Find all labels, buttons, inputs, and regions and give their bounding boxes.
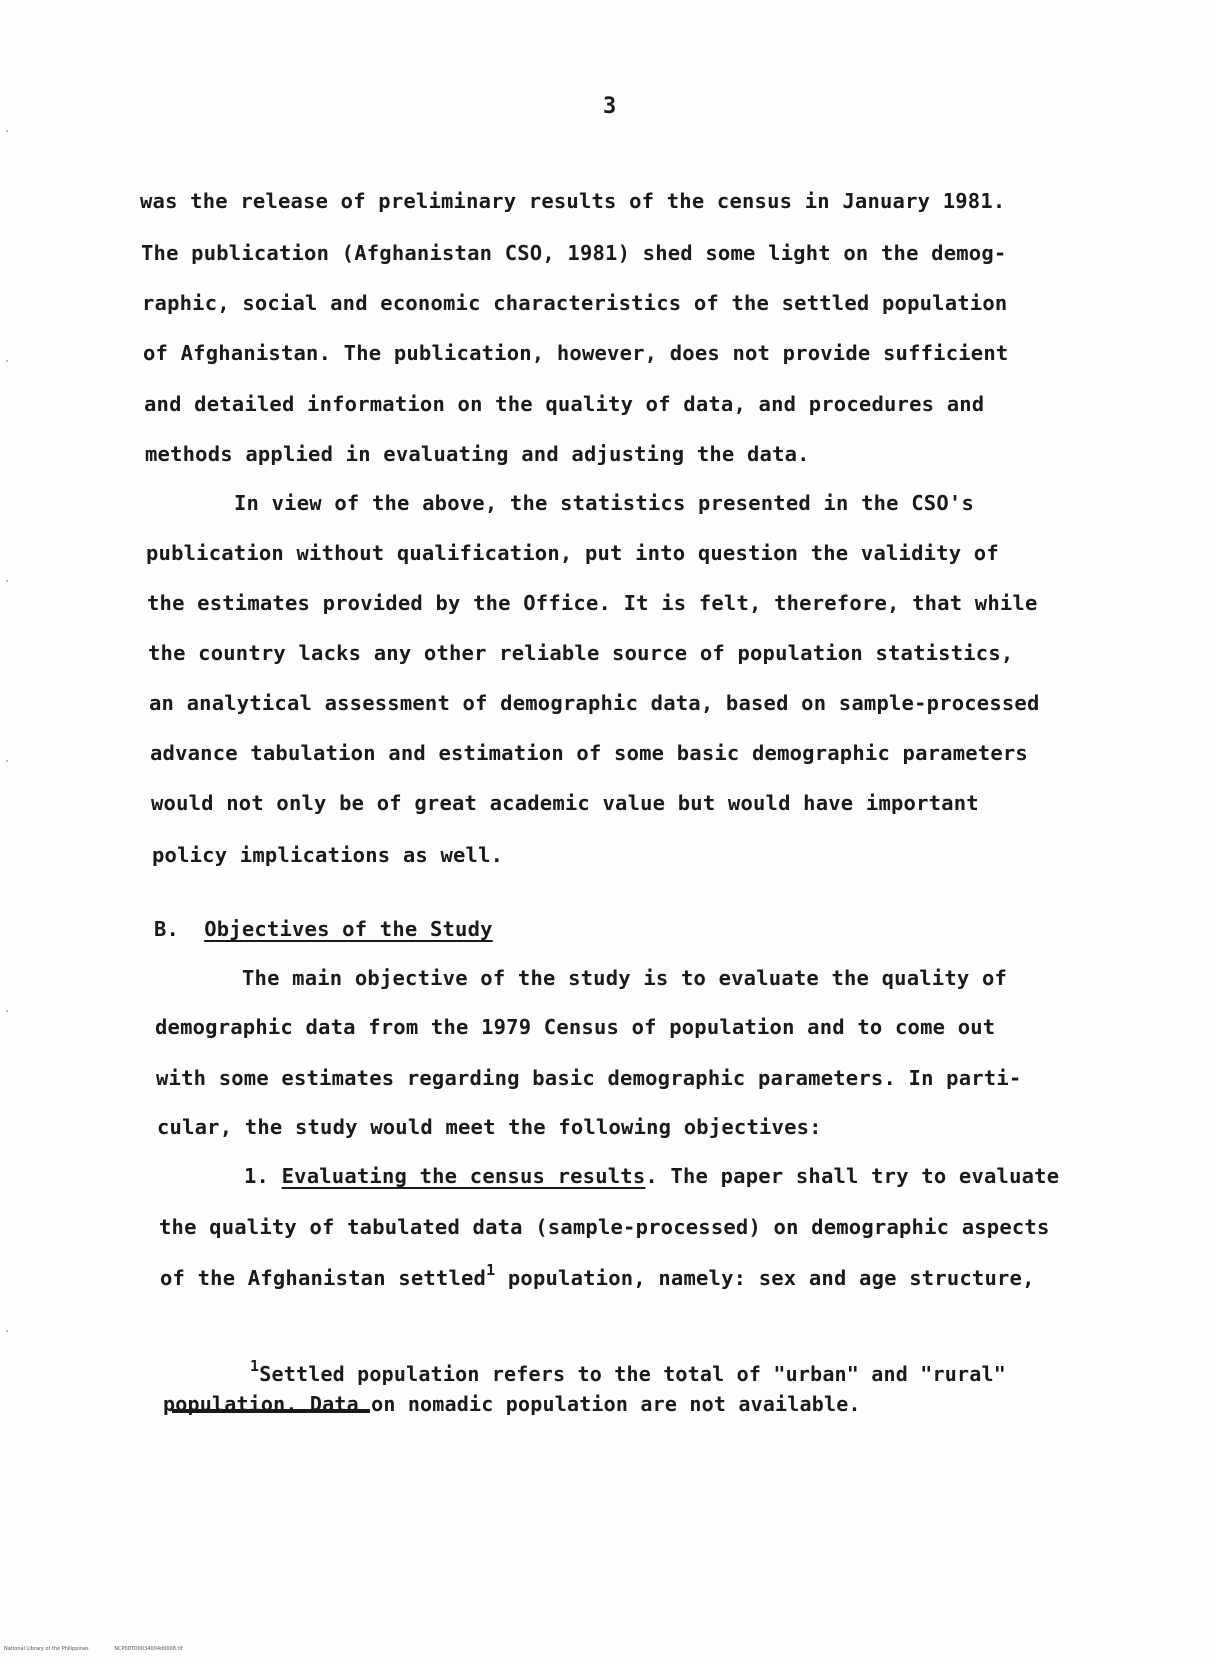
paragraph-1-line-2: The publication (Afghanistan CSO, 1981) shed some light on the demog- [141,241,1007,265]
paragraph-2-line-2: publication without qualification, put into question the validity of [146,541,999,565]
item-1-number: 1. [244,1164,270,1188]
paragraph-2-line-8: policy implications as well. [152,843,504,867]
scan-edge-mark [6,130,8,132]
paragraph-1-line-4: of Afghanistan. The publication, however, does not provide sufficient [143,341,1009,365]
scan-file-label: NCP00TD0034004d0008.tif [114,1646,183,1652]
page-number: 3 [603,94,617,119]
scan-edge-mark [6,360,8,362]
paragraph-1-line-3: raphic, social and economic characteristics of the settled population [142,291,1008,315]
scan-edge-mark [6,1010,8,1012]
item-1-line-3-before: of the Afghanistan settled [160,1266,487,1290]
item-1-line-2: the quality of tabulated data (sample-processed) on demographic aspects [159,1215,1050,1239]
section-b-heading [154,916,493,942]
paragraph-2-line-4: the country lacks any other reliable source of population statistics, [148,641,1014,665]
item-1-heading: Evaluating the census results [281,1164,646,1188]
scan-library-label: National Library of the Philippines [4,1646,89,1652]
scan-edge-mark [6,580,8,582]
paragraph-2-line-7: would not only be of great academic value but would have important [151,791,979,815]
paragraph-2-line-3: the estimates provided by the Office. It is felt, therefore, that while [147,591,1038,615]
section-b-title: Objectives of the Study [204,917,493,941]
paragraph-1-line-1: was the release of preliminary results of the census in January 1981. [140,189,1006,213]
section-b-letter: B. [154,917,180,941]
footnote-reference: 1 [486,1261,496,1279]
item-1-line-3 [160,1261,1035,1293]
paragraph-2-line-1: In view of the above, the statistics presented in the CSO's [234,491,974,515]
paragraph-3-line-2: demographic data from the 1979 Census of population and to come out [155,1015,996,1039]
item-1-line-1-rest: . The paper shall try to evaluate [645,1164,1060,1188]
paragraph-3-line-1: The main objective of the study is to evaluate the quality of [242,966,1008,990]
footnote-text-1: Settled population refers to the total of "urban" and "rural" [259,1362,1006,1386]
footnote-line-1 [250,1357,1006,1386]
paragraph-3-line-4: cular, the study would meet the following objectives: [157,1115,822,1139]
item-1-line-3-after: population, namely: sex and age structure, [495,1266,1035,1290]
scan-footer [4,1646,207,1652]
paragraph-2-line-6: advance tabulation and estimation of some basic demographic parameters [150,741,1028,765]
paragraph-2-line-5: an analytical assessment of demographic data, based on sample-processed [149,691,1040,715]
footnote-marker: 1 [250,1357,260,1375]
scan-edge-mark [6,1330,8,1332]
paragraph-1-line-5: and detailed information on the quality of data, and procedures and [144,392,985,416]
item-1-line-1 [244,1163,1059,1189]
footnote-line-2: population. Data on nomadic population are not available. [163,1392,861,1416]
scan-edge-mark [6,760,8,762]
paragraph-3-line-3: with some estimates regarding basic demographic parameters. In parti- [156,1066,1022,1090]
paragraph-1-line-6: methods applied in evaluating and adjusting the data. [145,442,810,466]
